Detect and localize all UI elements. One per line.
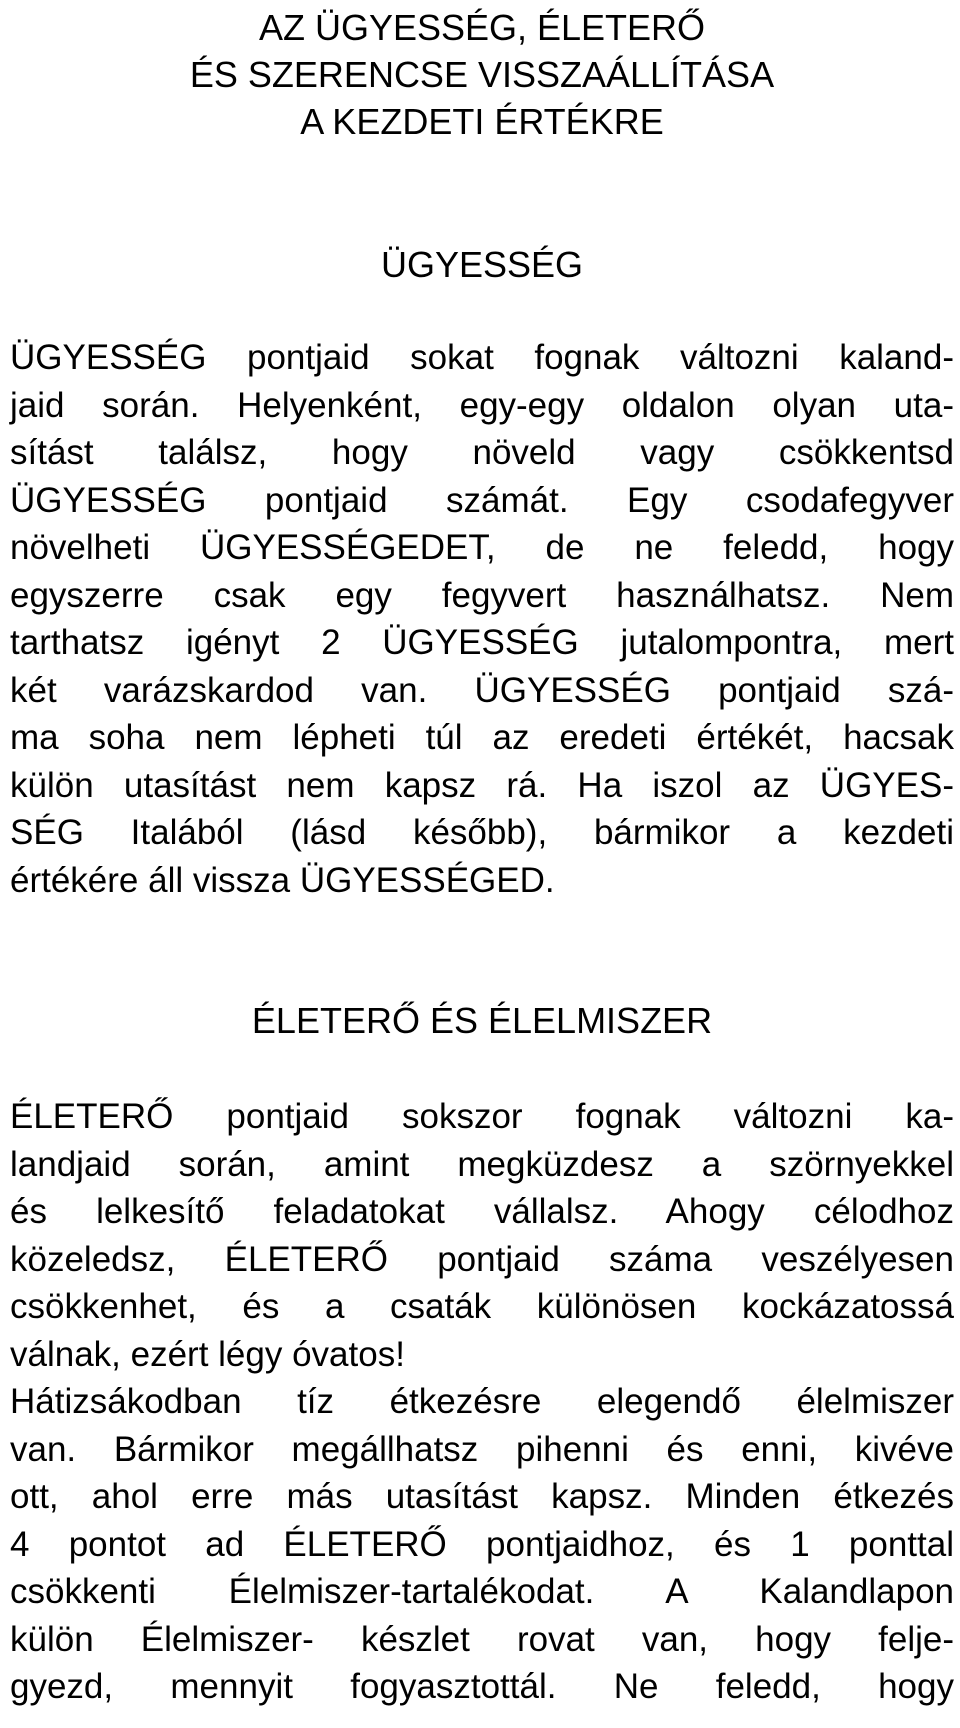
text-line: van. Bármikor megállhatsz pihenni és enni, kivéve <box>10 1429 954 1469</box>
text-line: két varázskardod van. ÜGYESSÉG pontjaid szá- <box>10 670 954 710</box>
text-line: ott, ahol erre más utasítást kapsz. Minden étkezés <box>10 1477 954 1516</box>
skill-paragraph <box>10 334 954 904</box>
text-line: értékére áll vissza ÜGYESSÉGED. <box>10 860 555 900</box>
text-line: SÉG Italából (lásd később), bármikor a kezdeti <box>10 813 954 852</box>
text-line: ÜGYESSÉG pontjaid sokat fognak változni kaland- <box>10 338 954 377</box>
skill-heading: ÜGYESSÉG <box>380 244 584 285</box>
stamina-paragraph <box>10 1093 954 1378</box>
text-line: tarthatsz igényt 2 ÜGYESSÉG jutalompontra, mert <box>10 623 954 662</box>
text-line: ÉLETERŐ pontjaid sokszor fognak változni ka- <box>10 1097 954 1136</box>
text-line: egyszerre csak egy fegyvert használhatsz. Nem <box>10 575 954 615</box>
document-page <box>10 0 954 1711</box>
text-line: gyezd, mennyit fogyasztottál. Ne feledd, hogy <box>10 1667 954 1706</box>
text-line: landjaid során, amint megküzdesz a szörnyekkel <box>10 1144 954 1184</box>
text-line: jaid során. Helyenként, egy-egy oldalon olyan uta- <box>10 385 954 425</box>
text-line: csökkenti Élelmiszer-tartalékodat. A Kalandlapon <box>10 1572 954 1611</box>
text-line: külön Élelmiszer- készlet rovat van, hogy felje- <box>10 1619 954 1659</box>
stamina-heading: ÉLETERŐ ÉS ÉLELMISZER <box>251 1000 713 1041</box>
text-line: sítást találsz, hogy növeld vagy csökkentsd <box>10 433 954 472</box>
text-line: ÜGYESSÉG pontjaid számát. Egy csodafegyver <box>10 480 954 520</box>
food-paragraph <box>10 1378 954 1711</box>
title-line: A KEZDETI ÉRTÉKRE <box>300 101 664 142</box>
text-line: Hátizsákodban tíz étkezésre elegendő élelmiszer <box>10 1382 954 1421</box>
title-line: AZ ÜGYESSÉG, ÉLETERŐ <box>258 7 706 48</box>
text-line: és lelkesítő feladatokat vállalsz. Ahogy célodhoz <box>10 1192 954 1231</box>
text-line: növelheti ÜGYESSÉGEDET, de ne feledd, hogy <box>10 528 954 567</box>
text-line: külön utasítást nem kapsz rá. Ha iszol az ÜGYES- <box>10 765 954 805</box>
text-line: ma soha nem lépheti túl az eredeti értékét, hacsak <box>10 718 954 757</box>
title-line: ÉS SZERENCSE VISSZAÁLLÍTÁSA <box>189 54 775 95</box>
page-title <box>10 0 954 145</box>
text-line: csökkenhet, és a csaták különösen kockázatossá <box>10 1287 954 1326</box>
text-line: 4 pontot ad ÉLETERŐ pontjaidhoz, és 1 ponttal <box>10 1524 954 1564</box>
text-line: közeledsz, ÉLETERŐ pontjaid száma veszélyesen <box>10 1239 954 1279</box>
text-line: válnak, ezért légy óvatos! <box>10 1334 405 1374</box>
